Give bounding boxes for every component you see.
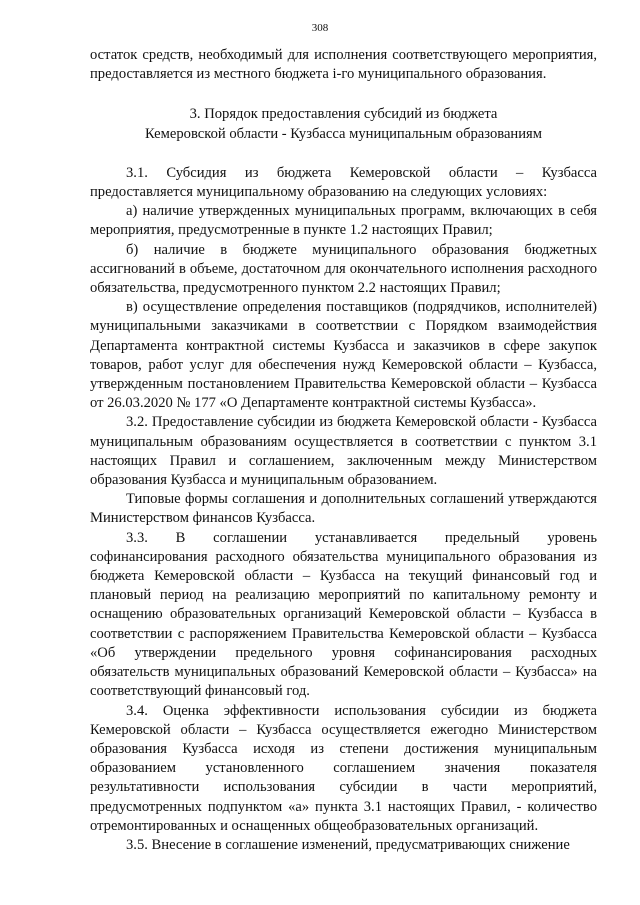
page-number: 308 <box>311 22 329 34</box>
document-body <box>90 46 597 855</box>
section-heading-line-2: Кемеровской области - Кузбасса муниципальным образованиям <box>145 125 542 142</box>
section-heading <box>90 105 597 143</box>
section-heading-line-1: 3. Порядок предоставления субсидий из бюджета <box>189 106 498 123</box>
paragraph-condition-b: б) наличие в бюджете муниципального образования бюджетных ассигнований в объеме, достаточном для окончательного исполнения расходного обязательства, предусмотренного пунктом 2.2 настоящих Правил; <box>90 241 597 297</box>
paragraph-condition-v: в) осуществление определения поставщиков (подрядчиков, исполнителей) муниципальными заказчиками в соответствии с Порядком взаимодействия Департамента контрактной системы Кузбасса и заказчиков в сфере закупок товаров, работ услуг для обеспечения нужд Кемеровской области – Кузбасса, утвержденным постановлением Правительства Кемеровской области – Кузбасса от 26.03.2020 № 177 «О Департаменте контрактной системы Кузбасса». <box>90 299 597 412</box>
paragraph-3-3: 3.3. В соглашении устанавливается предельный уровень софинансирования расходного обязательства муниципального образования из бюджета Кемеровской области – Кузбасса на текущий финансовый год и плановый период на реализацию мероприятий по капитальному ремонту и оснащению образовательных организаций Кемеровской области – Кузбасса в соответствии с распоряжением Правительства Кемеровской области – Кузбасса «Об утверждении предельного уровня софинансирования расходных обязательств муниципальных образований Кемеровской области – Кузбасса» на соответствующий финансовый год. <box>90 529 597 700</box>
paragraph-condition-a: а) наличие утвержденных муниципальных программ, включающих в себя мероприятия, предусмотренные в пункте 1.2 настоящих Правил; <box>90 203 597 239</box>
paragraph-3-4: 3.4. Оценка эффективности использования субсидии из бюджета Кемеровской области – Кузбасса осуществляется ежегодно Министерством образования Кузбасса исходя из степени достижения муниципальным образованием установленного соглашением значения показателя результативности использования субсидии в части мероприятий, предусмотренных подпунктом «а» пункта 3.1 настоящих Правил, - количество отремонтированных и оснащенных общеобразовательных организаций. <box>90 702 597 834</box>
paragraph-3-5: 3.5. Внесение в соглашение изменений, предусматривающих снижение <box>126 836 570 853</box>
paragraph-3-1: 3.1. Субсидия из бюджета Кемеровской области – Кузбасса предоставляется муниципальному образованию на следующих условиях: <box>90 164 597 201</box>
paragraph-3-2: 3.2. Предоставление субсидии из бюджета Кемеровской области - Кузбасса муниципальным образованиям осуществляется в соответствии с пунктом 3.1 настоящих Правил и соглашением, заключенным между Министерством образования Кузбасса и муниципальным образованием. <box>90 414 597 489</box>
intro-paragraph: остаток средств, необходимый для исполнения соответствующего мероприятия, предоставляется из местного бюджета i-го муниципального образования. <box>90 47 597 83</box>
paragraph-typical-forms: Типовые формы соглашения и дополнительных соглашений утверждаются Министерством финансов Кузбасса. <box>90 491 597 527</box>
